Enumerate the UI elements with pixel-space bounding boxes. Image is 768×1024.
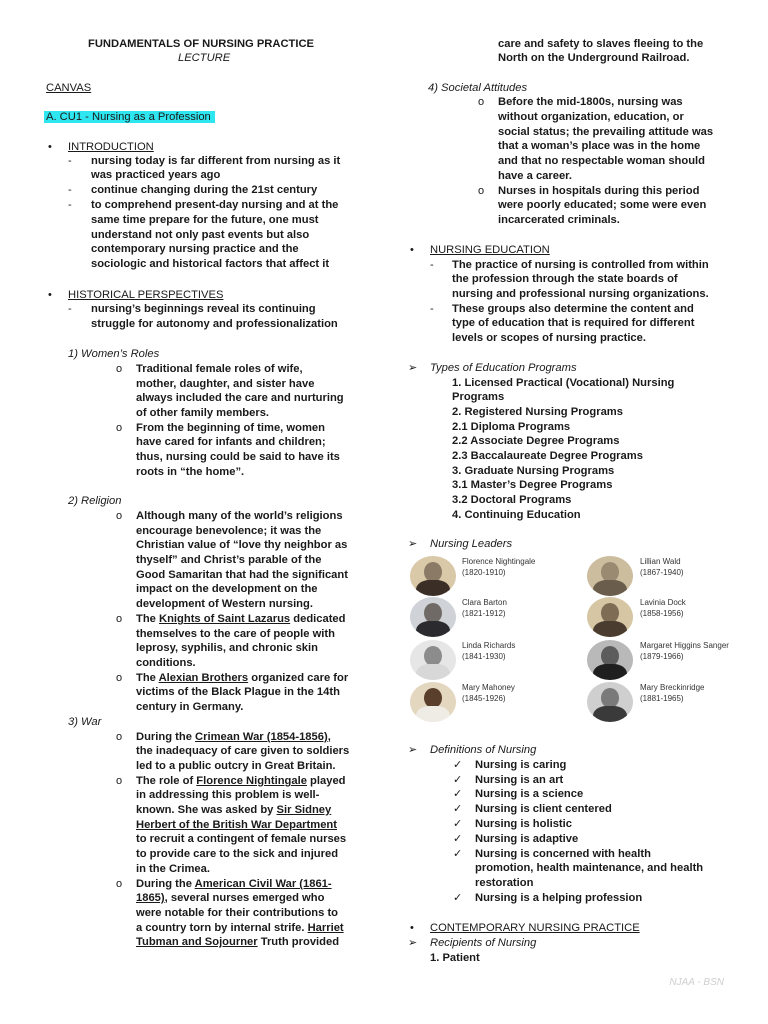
bullet-dot-icon: • bbox=[410, 922, 414, 934]
definition-item: promotion, health maintenance, and health bbox=[475, 862, 704, 874]
circle-bullet-icon: o bbox=[478, 185, 485, 197]
checkmark-icon: ✓ bbox=[453, 803, 463, 815]
circle-bullet-icon: o bbox=[478, 96, 485, 108]
historical-line: struggle for autonomy and professionalization bbox=[91, 318, 338, 330]
program-item: 2.2 Associate Degree Programs bbox=[452, 435, 620, 447]
war-line: in the Crimea. bbox=[136, 863, 210, 875]
societal-line: Nurses in hospitals during this period bbox=[498, 185, 700, 197]
checkmark-icon: ✓ bbox=[453, 848, 463, 860]
program-item: 3. Graduate Nursing Programs bbox=[452, 465, 615, 477]
leader-caption: Mary Breckinridge (1881-1965) bbox=[640, 683, 705, 703]
dash-icon: - bbox=[68, 199, 72, 211]
religion-line: development of Western nursing. bbox=[136, 598, 313, 610]
program-item: 2.1 Diploma Programs bbox=[452, 421, 571, 433]
program-item: 3.1 Master’s Degree Programs bbox=[452, 479, 613, 491]
war-heading: 3) War bbox=[68, 716, 102, 728]
war-line: known. She was asked by Sir Sidney bbox=[136, 804, 332, 816]
religion-line: conditions. bbox=[136, 657, 196, 669]
war-line: to recruit a contingent of female nurses bbox=[136, 833, 347, 845]
bullet-dot-icon: • bbox=[48, 289, 52, 301]
religion-line: Although many of the world’s religions bbox=[136, 510, 343, 522]
arrow-bullet-icon: ➢ bbox=[408, 538, 418, 550]
religion-line: The Knights of Saint Lazarus dedicated bbox=[136, 613, 346, 625]
circle-bullet-icon: o bbox=[116, 731, 123, 743]
leader-caption: Linda Richards (1841-1930) bbox=[462, 641, 516, 661]
program-item: 4. Continuing Education bbox=[452, 509, 581, 521]
definition-item: Nursing is an art bbox=[475, 774, 564, 786]
checkmark-icon: ✓ bbox=[453, 818, 463, 830]
definition-item: Nursing is concerned with health bbox=[475, 848, 651, 860]
continuation-line: care and safety to slaves fleeing to the bbox=[498, 38, 704, 50]
intro-line: continue changing during the 21st century bbox=[91, 184, 318, 196]
leader-caption: Florence Nightingale (1820-1910) bbox=[462, 557, 536, 577]
definitions-heading: Definitions of Nursing bbox=[430, 744, 537, 756]
war-line: Tubman and Sojourner Truth provided bbox=[136, 936, 340, 948]
definition-item: Nursing is a science bbox=[475, 788, 584, 800]
education-line: type of education that is required for different bbox=[452, 317, 695, 329]
intro-line: was practiced years ago bbox=[91, 169, 221, 181]
dash-icon: - bbox=[68, 184, 72, 196]
war-line: led to a public outcry in Great Britain. bbox=[136, 760, 336, 772]
leader-caption: Mary Mahoney (1845-1926) bbox=[462, 683, 515, 703]
religion-line: impact on the development on the bbox=[136, 583, 318, 595]
leader-caption: Clara Barton (1821-1912) bbox=[462, 598, 507, 618]
religion-line: The Alexian Brothers organized care for bbox=[136, 672, 349, 684]
education-heading: NURSING EDUCATION bbox=[430, 244, 550, 256]
war-line: The role of Florence Nightingale played bbox=[136, 775, 346, 787]
circle-bullet-icon: o bbox=[116, 363, 123, 375]
war-line: During the American Civil War (1861- bbox=[136, 878, 332, 890]
portrait-image bbox=[587, 640, 633, 680]
circle-bullet-icon: o bbox=[116, 878, 123, 890]
religion-line: Christian value of “love thy neighbor as bbox=[136, 539, 348, 551]
intro-line: nursing today is far different from nursing as it bbox=[91, 155, 341, 167]
leader-caption: Lavinia Dock (1858-1956) bbox=[640, 598, 686, 618]
portrait-image bbox=[410, 597, 456, 637]
intro-heading: INTRODUCTION bbox=[68, 141, 154, 153]
portrait-image bbox=[587, 597, 633, 637]
leader-caption: Lillian Wald (1867-1940) bbox=[640, 557, 684, 577]
war-line: the inadequacy of care given to soldiers bbox=[136, 745, 350, 757]
circle-bullet-icon: o bbox=[116, 510, 123, 522]
continuation-line: North on the Underground Railroad. bbox=[498, 52, 690, 64]
circle-bullet-icon: o bbox=[116, 672, 123, 684]
dash-icon: - bbox=[430, 303, 434, 315]
religion-line: victims of the Black Plague in the 14th bbox=[136, 686, 340, 698]
war-line: 1865), several nurses emerged who bbox=[136, 892, 325, 904]
program-item: 2. Registered Nursing Programs bbox=[452, 406, 623, 418]
watermark: NJAA - BSN bbox=[669, 977, 724, 988]
leader-caption: Margaret Higgins Sanger (1879-1966) bbox=[640, 641, 729, 661]
womens-roles-line: always included the care and nurturing bbox=[136, 392, 344, 404]
womens-roles-line: Traditional female roles of wife, bbox=[136, 363, 303, 375]
war-line: in addressing this problem is well- bbox=[136, 789, 320, 801]
war-line: were notable for their contributions to bbox=[136, 907, 339, 919]
checkmark-icon: ✓ bbox=[453, 833, 463, 845]
womens-roles-line: thus, nursing could be said to have its bbox=[136, 451, 340, 463]
definition-item: restoration bbox=[475, 877, 534, 889]
war-line: to provide care to the sick and injured bbox=[136, 848, 339, 860]
education-line: the profession through the state boards of bbox=[452, 273, 678, 285]
religion-line: Good Samaritan that had the significant bbox=[136, 569, 348, 581]
womens-roles-line: of other family members. bbox=[136, 407, 270, 419]
education-line: The practice of nursing is controlled from within bbox=[452, 259, 709, 271]
intro-line: sociologic and historical factors that affect it bbox=[91, 258, 330, 270]
portrait-image bbox=[410, 556, 456, 596]
program-item: 3.2 Doctoral Programs bbox=[452, 494, 572, 506]
societal-line: social status; the prevailing attitude was bbox=[498, 126, 714, 138]
societal-line: were poorly educated; some were even bbox=[498, 199, 707, 211]
dash-icon: - bbox=[68, 155, 72, 167]
program-item: Programs bbox=[452, 391, 505, 403]
intro-line: understand not only past events but also bbox=[91, 229, 310, 241]
definition-item: Nursing is client centered bbox=[475, 803, 612, 815]
contemporary-heading: CONTEMPORARY NURSING PRACTICE bbox=[430, 922, 640, 934]
war-line: Herbert of the British War Department bbox=[136, 819, 337, 831]
intro-line: contemporary nursing practice and the bbox=[91, 243, 299, 255]
education-line: nursing and professional nursing organizations. bbox=[452, 288, 709, 300]
intro-line: same time prepare for the future, one must bbox=[91, 214, 319, 226]
checkmark-icon: ✓ bbox=[453, 892, 463, 904]
religion-line: century in Germany. bbox=[136, 701, 244, 713]
definition-item: Nursing is caring bbox=[475, 759, 567, 771]
cu-heading: A. CU1 - Nursing as a Profession bbox=[44, 110, 215, 125]
religion-line: encourage benevolence; it was the bbox=[136, 525, 322, 537]
document-title: FUNDAMENTALS OF NURSING PRACTICE bbox=[88, 38, 315, 50]
portrait-image bbox=[587, 682, 633, 722]
checkmark-icon: ✓ bbox=[453, 774, 463, 786]
womens-roles-heading: 1) Women’s Roles bbox=[68, 348, 160, 360]
checkmark-icon: ✓ bbox=[453, 788, 463, 800]
war-line: a country torn by internal strife. Harriet bbox=[136, 922, 344, 934]
recipient-item: 1. Patient bbox=[430, 952, 480, 964]
bullet-dot-icon: • bbox=[410, 244, 414, 256]
societal-line: and that no respectable woman should bbox=[498, 155, 705, 167]
arrow-bullet-icon: ➢ bbox=[408, 744, 418, 756]
checkmark-icon: ✓ bbox=[453, 759, 463, 771]
circle-bullet-icon: o bbox=[116, 613, 123, 625]
circle-bullet-icon: o bbox=[116, 422, 123, 434]
leaders-heading: Nursing Leaders bbox=[430, 538, 513, 550]
recipients-heading: Recipients of Nursing bbox=[430, 937, 537, 949]
dash-icon: - bbox=[68, 303, 72, 315]
portrait-image bbox=[410, 682, 456, 722]
womens-roles-line: mother, daughter, and sister have bbox=[136, 378, 315, 390]
program-item: 1. Licensed Practical (Vocational) Nursing bbox=[452, 377, 675, 389]
section-canvas: CANVAS bbox=[46, 82, 92, 94]
knights-link: Knights of Saint Lazarus bbox=[159, 613, 291, 625]
societal-line: have a career. bbox=[498, 170, 573, 182]
program-item: 2.3 Baccalaureate Degree Programs bbox=[452, 450, 643, 462]
religion-line: themselves to the care of people with bbox=[136, 628, 335, 640]
historical-heading: HISTORICAL PERSPECTIVES bbox=[68, 289, 224, 301]
war-line: During the Crimean War (1854-1856), bbox=[136, 731, 331, 743]
intro-line: to comprehend present-day nursing and at the bbox=[91, 199, 339, 211]
womens-roles-line: have cared for infants and children; bbox=[136, 436, 326, 448]
arrow-bullet-icon: ➢ bbox=[408, 362, 418, 374]
definition-item: Nursing is holistic bbox=[475, 818, 572, 830]
religion-heading: 2) Religion bbox=[68, 495, 122, 507]
education-line: levels or scopes of nursing practice. bbox=[452, 332, 646, 344]
societal-heading: 4) Societal Attitudes bbox=[428, 82, 528, 94]
alexian-link: Alexian Brothers bbox=[158, 672, 249, 684]
religion-line: leprosy, syphilis, and chronic skin bbox=[136, 642, 318, 654]
womens-roles-line: From the beginning of time, women bbox=[136, 422, 325, 434]
religion-line: thyself” and Christ’s parable of the bbox=[136, 554, 322, 566]
bullet-dot-icon: • bbox=[48, 141, 52, 153]
societal-line: that a woman’s place was in the home bbox=[498, 140, 701, 152]
document-subtitle: LECTURE bbox=[178, 52, 231, 64]
definition-item: Nursing is a helping profession bbox=[475, 892, 643, 904]
education-line: These groups also determine the content and bbox=[452, 303, 694, 315]
historical-line: nursing’s beginnings reveal its continuing bbox=[91, 303, 316, 315]
arrow-bullet-icon: ➢ bbox=[408, 937, 418, 949]
portrait-image bbox=[410, 640, 456, 680]
types-heading: Types of Education Programs bbox=[430, 362, 577, 374]
dash-icon: - bbox=[430, 259, 434, 271]
societal-line: without organization, education, or bbox=[498, 111, 684, 123]
circle-bullet-icon: o bbox=[116, 775, 123, 787]
portrait-image bbox=[587, 556, 633, 596]
societal-line: Before the mid-1800s, nursing was bbox=[498, 96, 683, 108]
womens-roles-line: roots in “the home”. bbox=[136, 466, 245, 478]
societal-line: incarcerated criminals. bbox=[498, 214, 620, 226]
definition-item: Nursing is adaptive bbox=[475, 833, 579, 845]
